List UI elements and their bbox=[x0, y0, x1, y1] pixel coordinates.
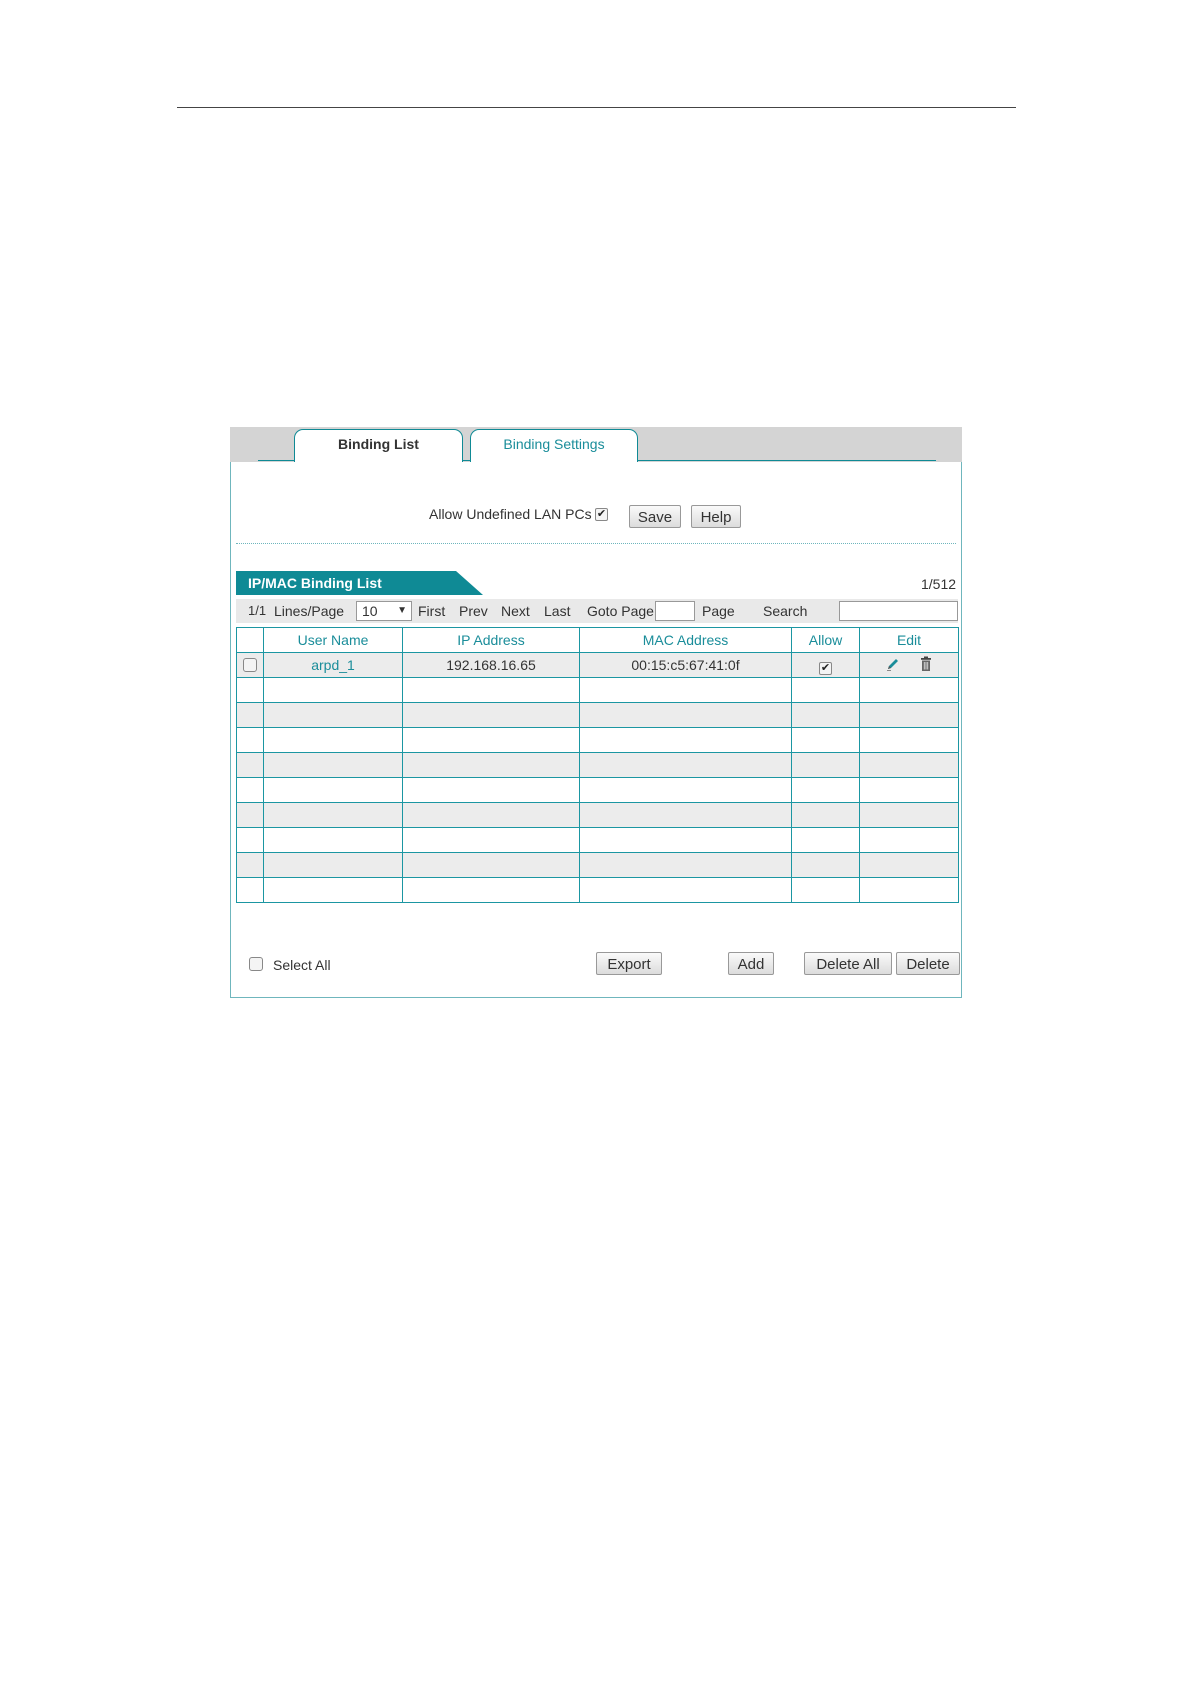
column-header-allow: Allow bbox=[792, 628, 860, 653]
dropdown-arrow-icon: ▼ bbox=[397, 605, 407, 616]
column-header-user-name: User Name bbox=[264, 628, 403, 653]
tab-content bbox=[230, 462, 962, 998]
tab-binding-settings[interactable]: Binding Settings bbox=[470, 429, 638, 462]
edit-cell bbox=[860, 653, 959, 678]
page-label: Page bbox=[702, 603, 735, 619]
page-header-rule bbox=[177, 107, 1016, 108]
lines-per-page-label: Lines/Page bbox=[274, 603, 345, 619]
table-header-row bbox=[237, 628, 959, 653]
user-name-cell: arpd_1 bbox=[264, 653, 403, 678]
list-title: IP/MAC Binding List bbox=[236, 571, 456, 595]
select-all-checkbox[interactable] bbox=[249, 957, 263, 971]
binding-panel bbox=[230, 427, 962, 998]
allow-undefined-label: Allow Undefined LAN PCs bbox=[429, 506, 592, 522]
page-info: 1/1 bbox=[248, 603, 267, 618]
ip-address-cell: 192.168.16.65 bbox=[403, 653, 580, 678]
list-title-tab-corner bbox=[456, 571, 483, 595]
column-header-select bbox=[237, 628, 264, 653]
entry-count: 1/512 bbox=[921, 576, 957, 592]
table-row-empty bbox=[237, 853, 959, 878]
column-header-edit: Edit bbox=[860, 628, 959, 653]
delete-button[interactable]: Delete bbox=[896, 952, 960, 975]
edit-icon[interactable] bbox=[885, 656, 901, 675]
delete-all-button[interactable]: Delete All bbox=[804, 952, 892, 975]
row-select-checkbox[interactable] bbox=[243, 658, 257, 672]
allow-undefined-row bbox=[231, 502, 963, 528]
table-row-empty bbox=[237, 778, 959, 803]
column-header-ip-address: IP Address bbox=[403, 628, 580, 653]
section-divider bbox=[236, 543, 956, 544]
allow-cell bbox=[792, 653, 860, 678]
table-row-empty bbox=[237, 878, 959, 903]
trash-icon[interactable] bbox=[919, 656, 933, 675]
last-page-link[interactable]: Last bbox=[544, 603, 571, 619]
table-row-empty bbox=[237, 678, 959, 703]
lines-per-page-select[interactable] bbox=[356, 601, 412, 621]
table-row-empty bbox=[237, 703, 959, 728]
export-button[interactable]: Export bbox=[596, 952, 662, 975]
table-row-empty bbox=[237, 803, 959, 828]
allow-undefined-checkbox[interactable]: ✔ bbox=[596, 508, 607, 520]
goto-page-input[interactable] bbox=[655, 601, 695, 621]
lines-per-page-value: 10 bbox=[362, 603, 378, 619]
goto-page-label: Goto Page bbox=[587, 603, 654, 619]
allow-checkbox[interactable]: ✔ bbox=[820, 661, 831, 674]
save-button[interactable]: Save bbox=[629, 505, 681, 528]
tab-binding-list[interactable]: Binding List bbox=[294, 429, 463, 463]
next-page-link[interactable]: Next bbox=[501, 603, 530, 619]
table-row-empty bbox=[237, 753, 959, 778]
select-all-label: Select All bbox=[273, 957, 331, 973]
mac-address-cell: 00:15:c5:67:41:0f bbox=[580, 653, 792, 678]
help-button[interactable]: Help bbox=[691, 505, 741, 528]
row-select-cell bbox=[237, 653, 264, 678]
table-row-empty bbox=[237, 728, 959, 753]
search-label: Search bbox=[763, 603, 808, 619]
column-header-mac-address: MAC Address bbox=[580, 628, 792, 653]
first-page-link[interactable]: First bbox=[418, 603, 446, 619]
table-row bbox=[237, 653, 959, 678]
list-header bbox=[236, 571, 501, 595]
pagination-bar bbox=[236, 599, 958, 623]
tab-bar bbox=[230, 427, 962, 462]
prev-page-link[interactable]: Prev bbox=[459, 603, 488, 619]
binding-table bbox=[236, 627, 959, 903]
table-row-empty bbox=[237, 828, 959, 853]
search-input[interactable] bbox=[839, 601, 958, 621]
add-button[interactable]: Add bbox=[728, 952, 774, 975]
